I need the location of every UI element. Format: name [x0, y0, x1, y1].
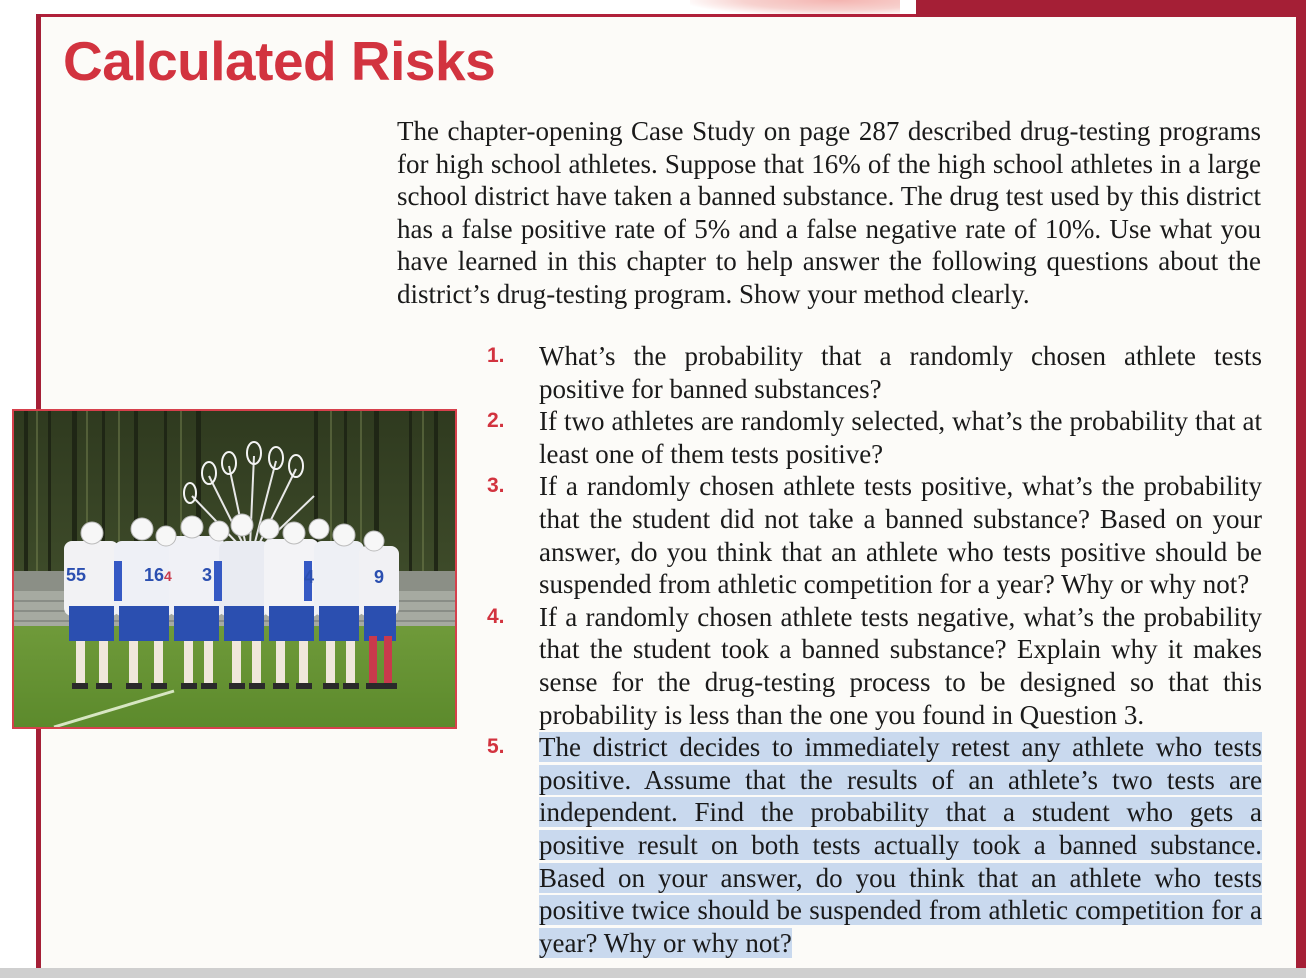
top-band: [916, 0, 1306, 17]
question-text: If a randomly chosen athlete tests positive, what’s the probability that the student did not take a banned substance? Based on your answer, do you think that an athlete who tests positive should be suspended from athletic competition for a year? Why or why not?: [539, 471, 1262, 600]
question-item: [487, 405, 1262, 470]
question-number: 4.: [487, 604, 505, 628]
question-item: [487, 340, 1262, 405]
photo-illustration: [14, 411, 455, 727]
svg-text:4: 4: [164, 568, 172, 584]
question-item-selected[interactable]: [487, 731, 1262, 959]
selected-question-text[interactable]: The district decides to immediately retest any athlete who tests positive. Assume that the results of an athlete’s two tests are independent. Find the probability that a student who gets a positive result on both tests actually took a banned substance. Based on your answer, do you think that an athlete who tests positive twice should be suspended from athletic competition for a year? Why or why not?: [539, 732, 1262, 958]
question-text: If a randomly chosen athlete tests negative, what’s the probability that the student took a banned substance? Explain why it makes sense for the drug-testing process to be designed so that this probability is less than the one you found in Question 3.: [539, 601, 1262, 730]
question-number: 1.: [487, 344, 505, 367]
svg-text:3: 3: [202, 565, 213, 585]
bottom-scroll-edge: [0, 968, 1306, 978]
right-border: [1296, 14, 1306, 978]
question-text: What’s the probability that a randomly chosen athlete tests positive for banned substances?: [539, 341, 1262, 404]
question-item: [487, 470, 1262, 600]
question-text: If two athletes are randomly selected, what’s the probability that at least one of them tests positive?: [539, 406, 1262, 469]
question-item: [487, 601, 1262, 731]
question-number: 3.: [487, 474, 505, 498]
svg-text:16: 16: [144, 565, 165, 585]
top-rule: [36, 14, 916, 17]
svg-text:55: 55: [66, 565, 87, 585]
section-title: Calculated Risks: [63, 30, 496, 92]
lacrosse-team-photo: [12, 409, 457, 729]
intro-paragraph: The chapter-opening Case Study on page 287 described drug-testing programs for high school athletes. Suppose that 16% of the high school athletes in a large school district have taken a banned substance. The drug test used by this district has a false positive rate of 5% and a false negative rate of 10%. Use what you have learned in this chapter to help answer the following questions about the district’s drug-testing program. Show your method clearly.: [397, 116, 1261, 309]
svg-text:4: 4: [304, 567, 315, 587]
question-number: 5.: [487, 735, 505, 759]
question-number: 2.: [487, 409, 505, 433]
svg-text:9: 9: [374, 567, 385, 587]
question-list: [487, 340, 1262, 959]
